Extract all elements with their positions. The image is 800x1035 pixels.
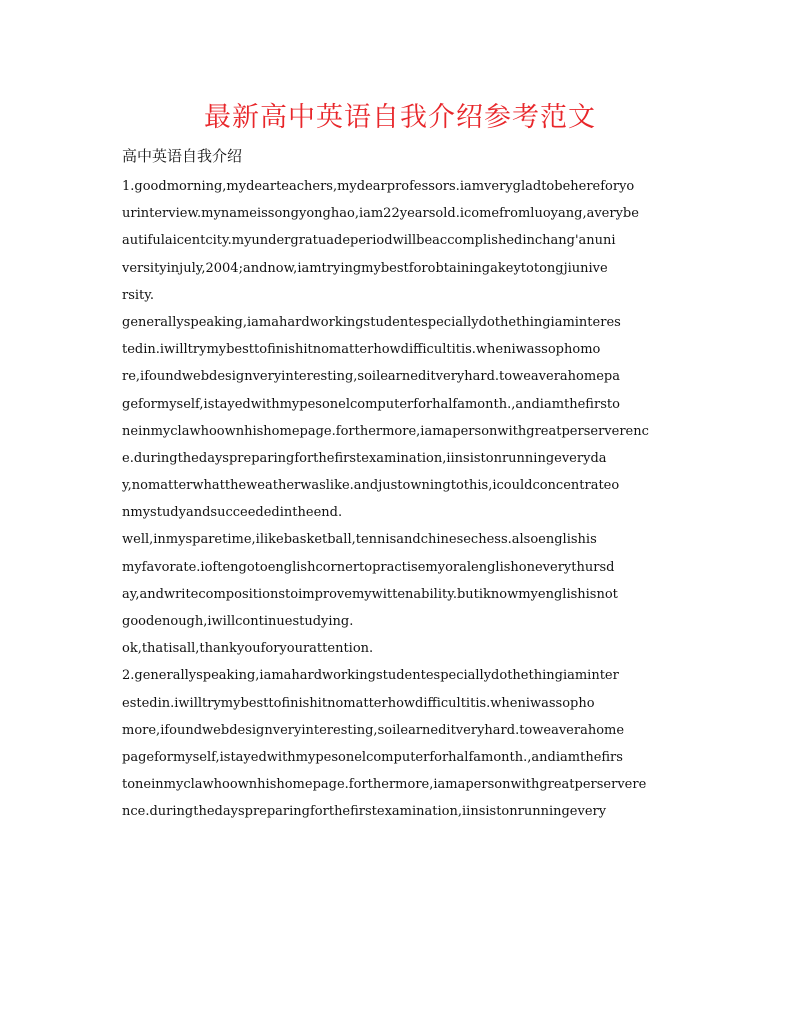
body-line: pageformyself,istayedwithmypesonelcomputerforhalfamonth.,andiamthefirs (122, 749, 623, 765)
body-line: toneinmyclawhoownhishomepage.forthermore,iamapersonwithgreatperservere (122, 777, 647, 793)
body-line: well,inmysparetime,ilikebasketball,tennisandchinesechess.alsoenglishis (122, 532, 597, 548)
body-line: tedin.iwilltrymybesttofinishitnomatterhowdifficultitis.wheniwassophomo (122, 342, 601, 358)
body-line: geformyself,istayedwithmypesonelcomputerforhalfamonth.,andiamthefirsto (122, 396, 620, 412)
body-line: goodenough,iwillcontinuestudying. (122, 614, 354, 629)
body-line: neinmyclawhoownhishomepage.forthermore,iamapersonwithgreatperserverenc (122, 423, 649, 439)
body-line: nce.duringthedayspreparingforthefirstexamination,iinsistonrunningevery (122, 804, 607, 820)
body-line: autifulaicentcity.myundergratuadeperiodwillbeaccomplishedinchang'anuni (122, 233, 616, 249)
body-line: urinterview.mynameissongyonghao,iam22yearsold.icomefromluoyang,averybe (122, 206, 639, 222)
body-line: more,ifoundwebdesignveryinteresting,soilearneditveryhard.toweaverahome (122, 722, 625, 738)
body-line: e.duringthedayspreparingforthefirstexamination,iinsistonrunningeveryda (122, 450, 607, 466)
document-subtitle: 高中英语自我介绍 (122, 147, 243, 165)
body-line: rsity. (122, 287, 155, 303)
body-line: generallyspeaking,iamahardworkingstudentespeciallydothethingiaminteres (122, 314, 621, 330)
body-line: nmystudyandsucceededintheend. (122, 505, 343, 521)
body-line: 1.goodmorning,mydearteachers,mydearprofessors.iamverygladtobehereforyo (122, 179, 635, 194)
body-line: versityinjuly,2004;andnow,iamtryingmybestforobtainingakeytotongjiunive (122, 260, 608, 276)
body-line: estedin.iwilltrymybesttofinishitnomatterhowdifficultitis.wheniwassopho (122, 695, 595, 711)
body-line: re,ifoundwebdesignveryinteresting,soilearneditveryhard.toweaverahomepa (122, 369, 620, 385)
body-line: ok,thatisall,thankyouforyourattention. (122, 641, 374, 657)
body-line: y,nomatterwhattheweatherwaslike.andjustowningtothis,icouldconcentrateo (122, 478, 620, 494)
body-line: myfavorate.ioftengotoenglishcornertopractisemyoralenglishoneverythursd (122, 559, 615, 575)
document-title: 最新高中英语自我介绍参考范文 (204, 102, 596, 133)
body-line: 2.generallyspeaking,iamahardworkingstudentespeciallydothethingiaminter (122, 668, 619, 684)
body-line: ay,andwritecompositionstoimprovemywittenability.butiknowmyenglishisnot (122, 586, 618, 602)
document-body (122, 173, 678, 826)
